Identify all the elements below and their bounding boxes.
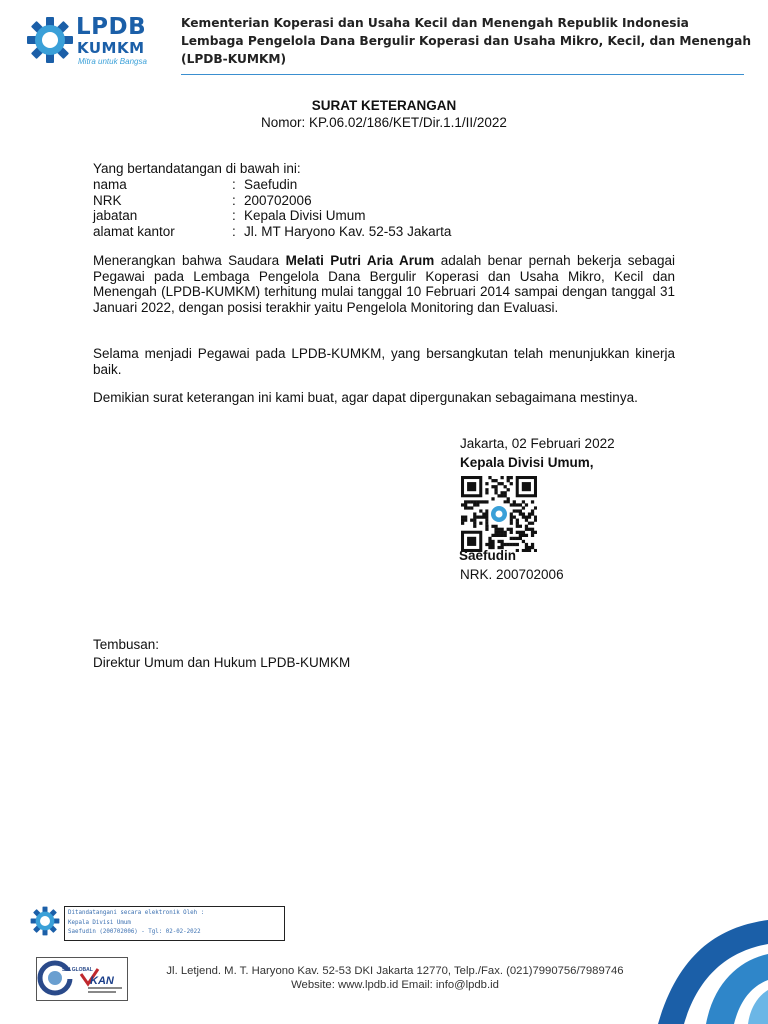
cc-label: Tembusan:	[93, 637, 160, 652]
gear-logo-icon	[26, 16, 74, 64]
field-colon: :	[232, 192, 236, 208]
field-row	[93, 177, 451, 193]
field-value: Saefudin	[244, 177, 298, 192]
esign-line: Kepala Divisi Umum	[68, 919, 131, 926]
signature-position: Kepala Divisi Umum,	[460, 455, 594, 470]
signature-place-date: Jakarta, 02 Februari 2022	[460, 436, 615, 451]
paragraph-text: Menerangkan bahwa Saudara	[93, 253, 286, 268]
field-row	[93, 193, 451, 209]
logo-text-main: LPDB	[76, 14, 147, 40]
esign-line: Ditandatangani secara elektronik Oleh :	[68, 910, 205, 916]
field-colon: :	[232, 177, 236, 192]
field-colon: :	[232, 208, 236, 223]
letter-number: Nomor: KP.06.02/186/KET/Dir.1.1/II/2022	[261, 115, 507, 130]
address-line: Jl. Letjend. M. T. Haryono Kav. 52-53 DKI Jakarta 12770, Telp./Fax. (021)7990756/7989746	[166, 965, 624, 977]
institution-header	[181, 14, 761, 68]
paragraph-text: adalah benar pernah bekerja sebagai Pegawai pada Lembaga Pengelola Dana Bergulir Koperasi dan Usaha Mikro, Kecil dan Menengah (LPDB-KUMKM) terhitung mulai tanggal 10 Februari 2014 sampai dengan tanggal 31 Januari 2022, dengan posisi terakhir yaitu Pengelola Monitoring dan Evaluasi.	[93, 253, 675, 316]
employee-name: Melati Putri Aria Arum	[285, 253, 435, 268]
letter-title: SURAT KETERANGAN	[311, 98, 457, 113]
cc-item: Direktur Umum dan Hukum LPDB-KUMKM	[93, 655, 351, 670]
footer-address	[0, 965, 768, 992]
field-row	[93, 208, 451, 224]
institution-line: (LPDB-KUMKM)	[181, 52, 287, 66]
field-row	[93, 224, 451, 240]
intro-text: Yang bertandatangan di bawah ini:	[93, 161, 301, 176]
esign-line: Saefudin (200702006) - Tgl: 02-02-2022	[68, 929, 201, 936]
signer-fields	[93, 177, 451, 239]
field-label: alamat kantor	[93, 223, 175, 239]
logo-text-sub: KUMKM	[77, 39, 145, 57]
header-divider	[181, 74, 744, 75]
corner-decoration-icon	[654, 920, 768, 1024]
field-value: 200702006	[244, 192, 312, 208]
lpdb-logo	[26, 14, 176, 68]
cert-logo-text: KAN	[90, 975, 114, 987]
field-value: Kepala Divisi Umum	[244, 208, 366, 223]
institution-line: Lembaga Pengelola Dana Bergulir Koperasi dan Usaha Mikro, Kecil, dan Menengah	[181, 34, 751, 48]
field-label: NRK	[93, 192, 122, 208]
electronic-signature-box	[64, 906, 285, 941]
field-label: nama	[93, 177, 127, 192]
signature-nrk: NRK. 200702006	[460, 567, 564, 582]
website-line: Website: www.lpdb.id Email: info@lpdb.id	[291, 978, 499, 991]
cert-logo-text: SAI GLOBAL	[62, 967, 93, 973]
body-paragraph-performance: Selama menjadi Pegawai pada LPDB-KUMKM, yang bersangkutan telah menunjukkan kinerja baik.	[93, 346, 675, 377]
body-paragraph-statement	[93, 253, 675, 316]
gear-logo-icon	[30, 906, 60, 936]
logo-tagline: Mitra untuk Bangsa	[78, 57, 147, 66]
institution-line: Kementerian Koperasi dan Usaha Kecil dan Menengah Republik Indonesia	[181, 16, 689, 30]
qr-code-icon	[461, 476, 537, 552]
field-value: Jl. MT Haryono Kav. 52-53 Jakarta	[244, 223, 452, 239]
signature-name: Saefudin	[459, 548, 517, 563]
field-colon: :	[232, 223, 236, 239]
body-paragraph-closing: Demikian surat keterangan ini kami buat, agar dapat dipergunakan sebagaimana mestinya.	[93, 390, 638, 405]
field-label: jabatan	[93, 208, 138, 223]
